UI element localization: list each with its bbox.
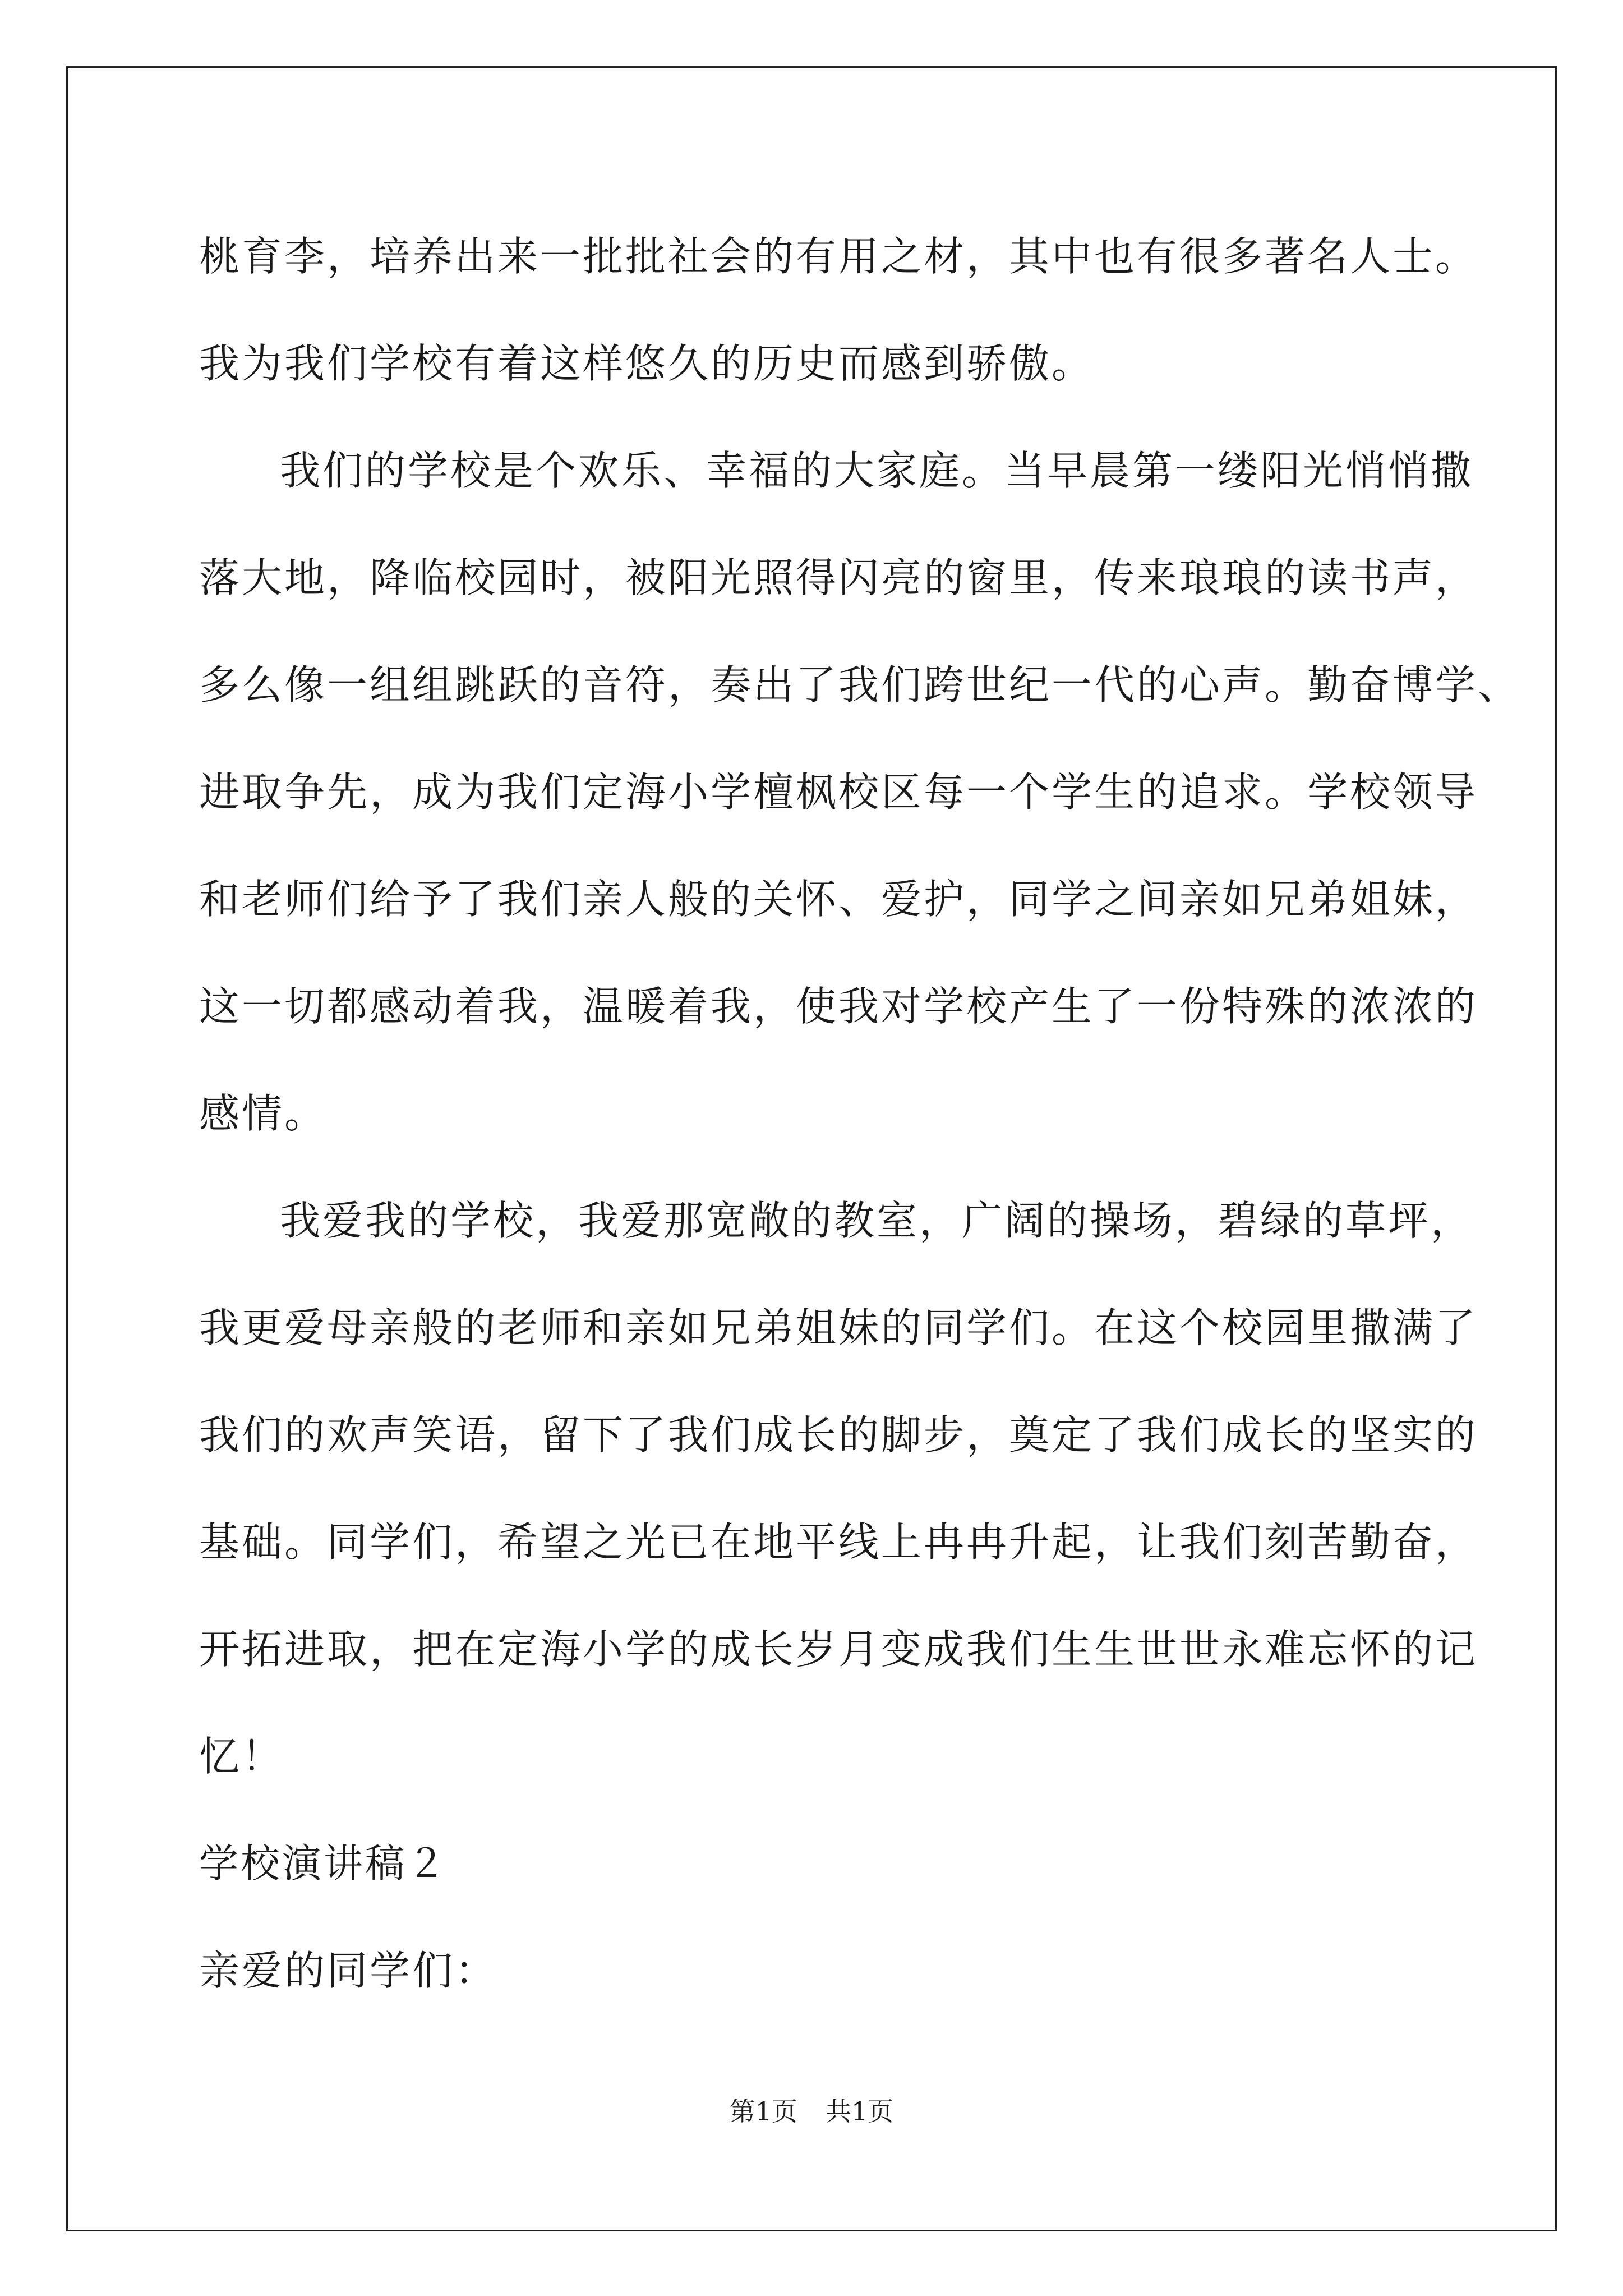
text-line: 感情。 [199, 1090, 328, 1137]
text-line: 进取争先，成为我们定海小学檀枫校区每一个学生的追求。学校领导 [199, 769, 1478, 816]
text-line: 这一切都感动着我，温暖着我，使我对学校产生了一份特殊的浓浓的 [199, 983, 1478, 1030]
text-line: 忆！ [199, 1733, 285, 1780]
paragraph-start-line: 我爱我的学校，我爱那宽敞的教室，广阔的操场，碧绿的草坪， [280, 1197, 1474, 1244]
text-line: 我们的欢声笑语，留下了我们成长的脚步，奠定了我们成长的坚实的 [199, 1411, 1478, 1458]
text-line: 落大地，降临校园时，被阳光照得闪亮的窗里，传来琅琅的读书声， [199, 554, 1478, 601]
text-line: 开拓进取，把在定海小学的成长岁月变成我们生生世世永难忘怀的记 [199, 1626, 1478, 1673]
salutation-line: 亲爱的同学们： [199, 1947, 498, 1994]
text-line: 桃育李，培养出来一批批社会的有用之材，其中也有很多著名人士。 [199, 233, 1478, 280]
page-number-total: 共1页 [826, 2096, 894, 2127]
text-line: 多么像一组组跳跃的音符，奏出了我们跨世纪一代的心声。勤奋博学、 [199, 661, 1521, 708]
text-line: 我更爱母亲般的老师和亲如兄弟姐妹的同学们。在这个校园里撒满了 [199, 1304, 1478, 1351]
document-body [199, 203, 1521, 2024]
page-number-current: 第1页 [729, 2096, 797, 2127]
paragraph-start-line: 我们的学校是个欢乐、幸福的大家庭。当早晨第一缕阳光悄悄撒 [280, 447, 1474, 494]
text-line: 和老师们给予了我们亲人般的关怀、爱护，同学之间亲如兄弟姐妹， [199, 876, 1478, 923]
text-line: 我为我们学校有着这样悠久的历史而感到骄傲。 [199, 340, 1095, 387]
page-footer [0, 2091, 1623, 2128]
section-heading: 学校演讲稿２ [199, 1841, 448, 1887]
text-line: 基础。同学们，希望之光已在地平线上冉冉升起，让我们刻苦勤奋， [199, 1519, 1478, 1566]
